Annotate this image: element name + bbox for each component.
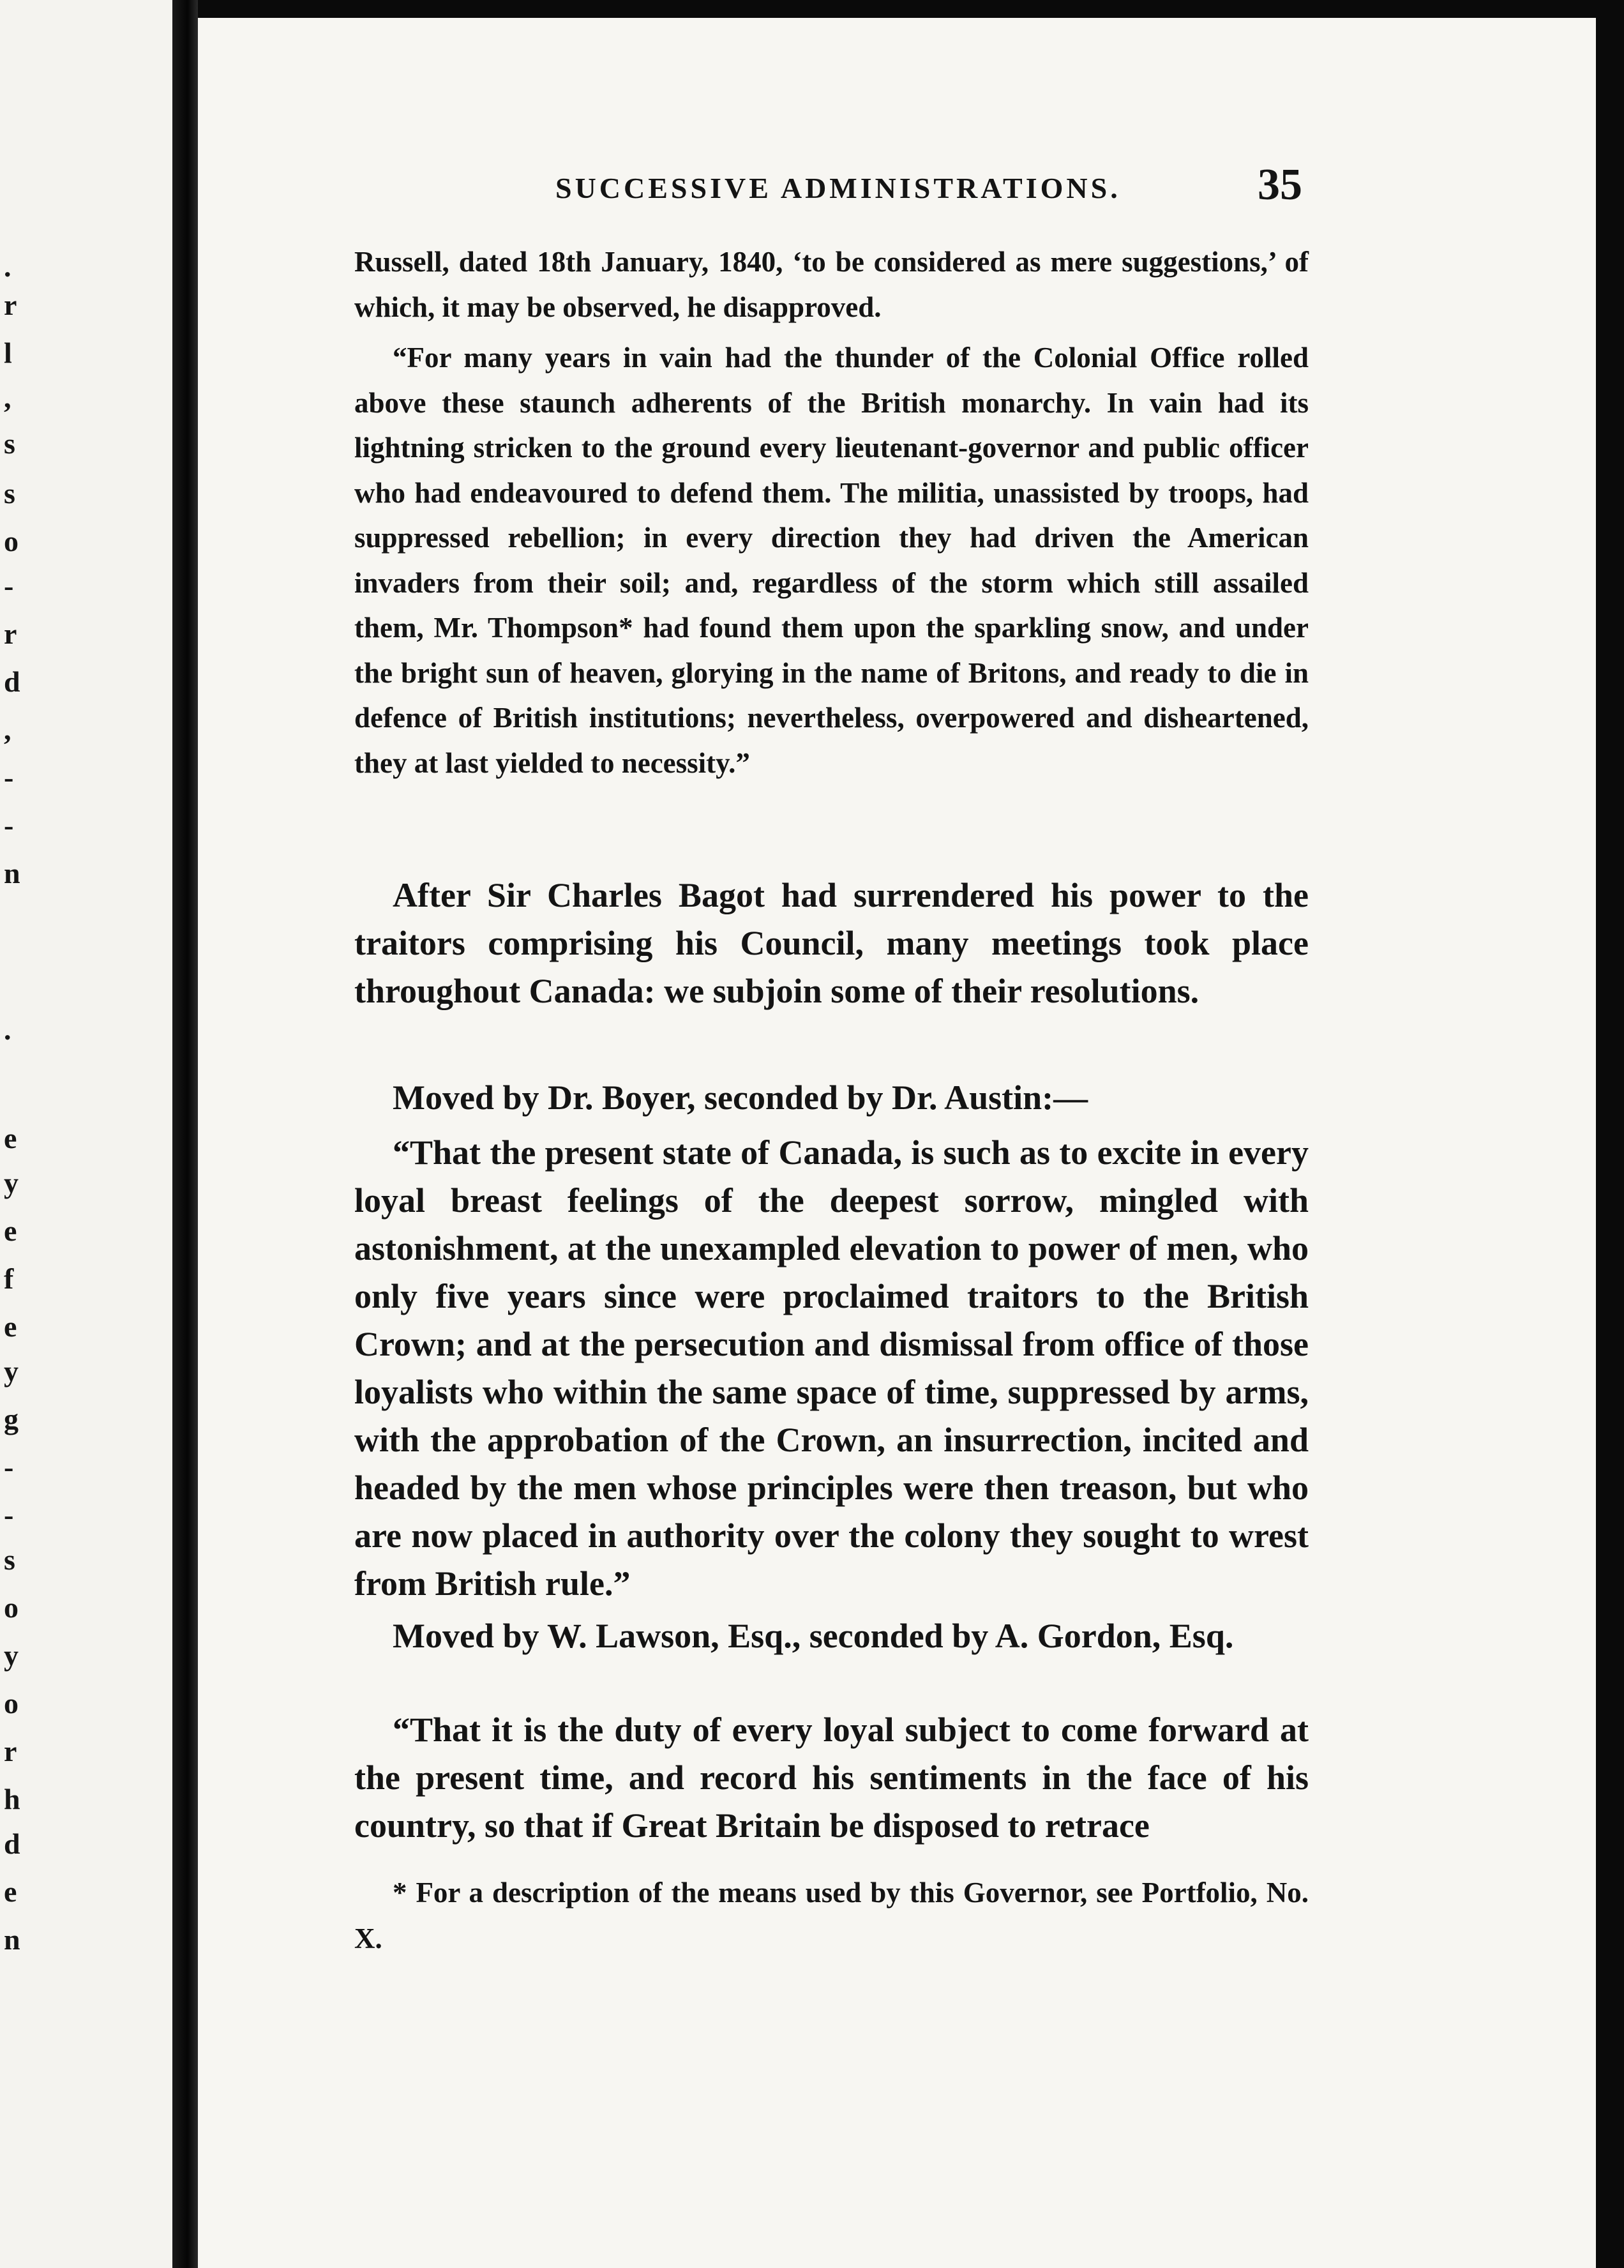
paragraph-motion-lawson: Moved by W. Lawson, Esq., seconded by A. Gordon, Esq. <box>393 1617 1234 1655</box>
margin-fragment: - <box>4 809 14 842</box>
footnote: * For a description of the means used by this Governor, see Portfolio, No. X. <box>354 1877 1309 1954</box>
margin-fragment: . <box>4 1013 11 1046</box>
margin-fragment: n <box>4 1923 20 1956</box>
margin-fragment: e <box>4 1310 17 1343</box>
paragraph-resolution-two: “That it is the duty of every loyal subject to come forward at the present time, and record his sentiments in the face of his country, so that if Great Britain be disposed to retrace <box>354 1711 1309 1845</box>
margin-fragment: r <box>4 1735 17 1767</box>
margin-fragment: d <box>4 1827 20 1860</box>
page-number: 35 <box>1258 160 1302 209</box>
margin-fragment: r <box>4 617 17 650</box>
margin-fragment: f <box>4 1262 14 1295</box>
margin-fragment: . <box>4 250 11 283</box>
margin-fragment: s <box>4 1543 15 1576</box>
margin-fragment: , <box>4 381 11 414</box>
margin-fragment: g <box>4 1403 19 1435</box>
margin-fragment: o <box>4 525 19 557</box>
margin-fragment: r <box>4 289 17 321</box>
margin-fragment: - <box>4 570 14 602</box>
paragraph-bagot: After Sir Charles Bagot had surrendered his power to the traitors comprising his Council, many meetings took place throughout Canada: we subjoin some of their resolutions. <box>354 876 1309 1010</box>
margin-fragment: e <box>4 1214 17 1247</box>
margin-fragment: e <box>4 1122 17 1154</box>
margin-fragment: - <box>4 1451 14 1483</box>
margin-fragment: o <box>4 1591 19 1624</box>
margin-fragment: n <box>4 857 20 889</box>
running-title: SUCCESSIVE ADMINISTRATIONS. <box>555 172 1121 204</box>
margin-fragment: - <box>4 761 14 794</box>
margin-fragment: y <box>4 1167 19 1199</box>
margin-fragment: d <box>4 665 20 698</box>
paragraph-continuation: Russell, dated 18th January, 1840, ‘to be considered as mere suggestions,’ of which, it may be observed, he disapproved. <box>354 246 1309 323</box>
margin-fragment: y <box>4 1355 19 1387</box>
margin-fragment: , <box>4 713 11 746</box>
paragraph-resolution-one: “That the present state of Canada, is such as to excite in every loyal breast feelings of the deepest sorrow, mingled with astonishment, at the unexampled elevation to power of men, who only five years since were proclaimed traitors to the British Crown; and at the persecution and dismissal from office of those loyalists who within the same space of time, suppressed by arms, with the approbation of the Crown, an insurrection, incited and headed by the men whose principles were then treason, but who are now placed in authority over the colony they sought to wrest from British rule.” <box>354 1133 1309 1603</box>
paragraph-motion-boyer: Moved by Dr. Boyer, seconded by Dr. Austin:— <box>393 1078 1088 1117</box>
book-gutter <box>172 0 198 2268</box>
margin-fragment: e <box>4 1875 17 1908</box>
scan-border <box>1596 0 1624 2268</box>
margin-fragment: h <box>4 1783 20 1815</box>
paragraph-quote-thunder: “For many years in vain had the thunder of the Colonial Office rolled above these staunch adherents of the British monarchy. In vain had its lightning stricken to the ground every lieutenant-governor and public officer who had endeavoured to defend them. The militia, unassisted by troops, had suppressed rebellion; in every direction they had driven the American invaders from their soil; and, regardless of the storm which still assailed them, Mr. Thompson* had found them upon the sparkling snow, and under the bright sun of heaven, glorying in the name of Britons, and ready to die in defence of British institutions; nevertheless, overpowered and disheartened, they at last yielded to necessity.” <box>354 342 1309 779</box>
margin-fragment: y <box>4 1639 19 1672</box>
margin-fragment: l <box>4 336 12 369</box>
margin-fragment: o <box>4 1687 19 1720</box>
margin-fragment: - <box>4 1499 14 1531</box>
previous-page-edge <box>0 0 172 2268</box>
margin-fragment: s <box>4 477 15 510</box>
margin-fragment: s <box>4 427 15 460</box>
